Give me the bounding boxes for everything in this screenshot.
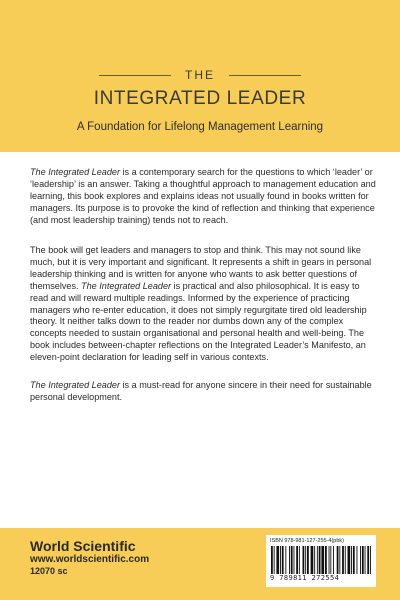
book-title-italic: The Integrated Leader: [30, 167, 120, 177]
barcode-bar: [365, 546, 366, 574]
barcode-bar: [285, 546, 286, 574]
barcode-bar: [282, 546, 284, 574]
barcode-bar: [339, 546, 340, 574]
barcode-bar: [333, 546, 334, 574]
the-row: [0, 68, 400, 82]
barcode-bar: [305, 546, 306, 574]
blurb-panel: [0, 152, 400, 528]
barcode-bar: [276, 546, 279, 574]
barcode-bar: [348, 546, 351, 574]
cover-header: [0, 0, 400, 152]
barcode-bar: [351, 546, 352, 574]
barcode-bar: [330, 546, 331, 574]
blurb-text: The book will get leaders and managers to stop and think. This may not sound like much, but it is very important and significant. It represents a shift in gears in personal leadership thinking and is written for anyone who wants to ask better questions of themselves.: [30, 245, 372, 291]
publisher-name: World Scientific: [30, 538, 136, 554]
barcode-bar: [294, 546, 295, 574]
barcode-bar: [321, 546, 324, 574]
right-rule: [229, 75, 301, 76]
book-subtitle: A Foundation for Lifelong Management Learning: [76, 121, 324, 133]
barcode-bar: [299, 546, 300, 574]
barcode-digits: 9 789811 272554: [270, 574, 340, 582]
publisher-block: [30, 539, 149, 577]
publisher-code: 12070 sc: [30, 566, 68, 576]
book-title: INTEGRATED LEADER: [93, 88, 307, 109]
blurb-text: is practical and also philosophical. It is easy to read and will reward multiple readings. Informed by the experience of practicing managers who re-enter education, it does not simply regurgitate tired old leadership theory. It neither talks down to the reader nor dumbs down any of the complex concepts needed to sustain organisational and personal health and well-being. The book includes between-chapter reflections on the Integrated Leader’s Manifesto, an eleven-point declaration for leading self in various contexts.: [30, 280, 367, 363]
barcode-bar: [271, 546, 273, 574]
barcode-bar: [314, 546, 315, 574]
barcode-bar: [296, 546, 298, 574]
barcode-bar: [329, 546, 330, 574]
barcode-bar: [291, 546, 293, 574]
barcode-bar: [337, 546, 339, 574]
barcode-bar: [353, 546, 355, 574]
barcode-bars: [270, 546, 372, 574]
barcode-bar: [274, 546, 275, 574]
barcode-bar: [357, 546, 358, 574]
barcode-bar: [345, 546, 346, 574]
isbn-text: ISBN 978-981-127-255-4(pbk): [270, 538, 344, 544]
barcode-bar: [360, 546, 361, 574]
blurb-paragraph-3: [30, 380, 376, 404]
book-title-italic: The Integrated Leader: [81, 280, 172, 291]
barcode-bar: [307, 546, 309, 574]
barcode-bar: [370, 546, 371, 574]
title-article: THE: [185, 68, 215, 82]
barcode-bar: [367, 546, 369, 574]
barcode-bar: [317, 546, 318, 574]
blurb-paragraph-1: [30, 167, 376, 227]
barcode-bar: [280, 546, 281, 574]
publisher-url: www.worldscientific.com: [30, 554, 150, 565]
blurb-text: is a must-read for anyone sincere in their need for sustainable personal development.: [30, 380, 372, 402]
barcode-bar: [311, 546, 314, 574]
barcode-bar: [289, 546, 290, 574]
blurb-text: is a contemporary search for the questions to which ‘leader’ or ‘leadership’ is an answer. Taking a thoughtful approach to management education and learning, this book explores and explains ideas not usually found in books written for managers. Its purpose is to provoke the kind of reflection and thinking that experience (and most leadership training) tends not to reach.: [30, 167, 376, 225]
barcode-bar: [342, 546, 344, 574]
barcode-box: [266, 535, 376, 587]
blurb-paragraph-2: [30, 245, 376, 364]
barcode-bar: [362, 546, 364, 574]
book-title-italic: The Integrated Leader: [30, 380, 120, 390]
barcode-bar: [303, 546, 305, 574]
barcode-bar: [319, 546, 321, 574]
left-rule: [99, 75, 171, 76]
barcode-bar: [325, 546, 327, 574]
